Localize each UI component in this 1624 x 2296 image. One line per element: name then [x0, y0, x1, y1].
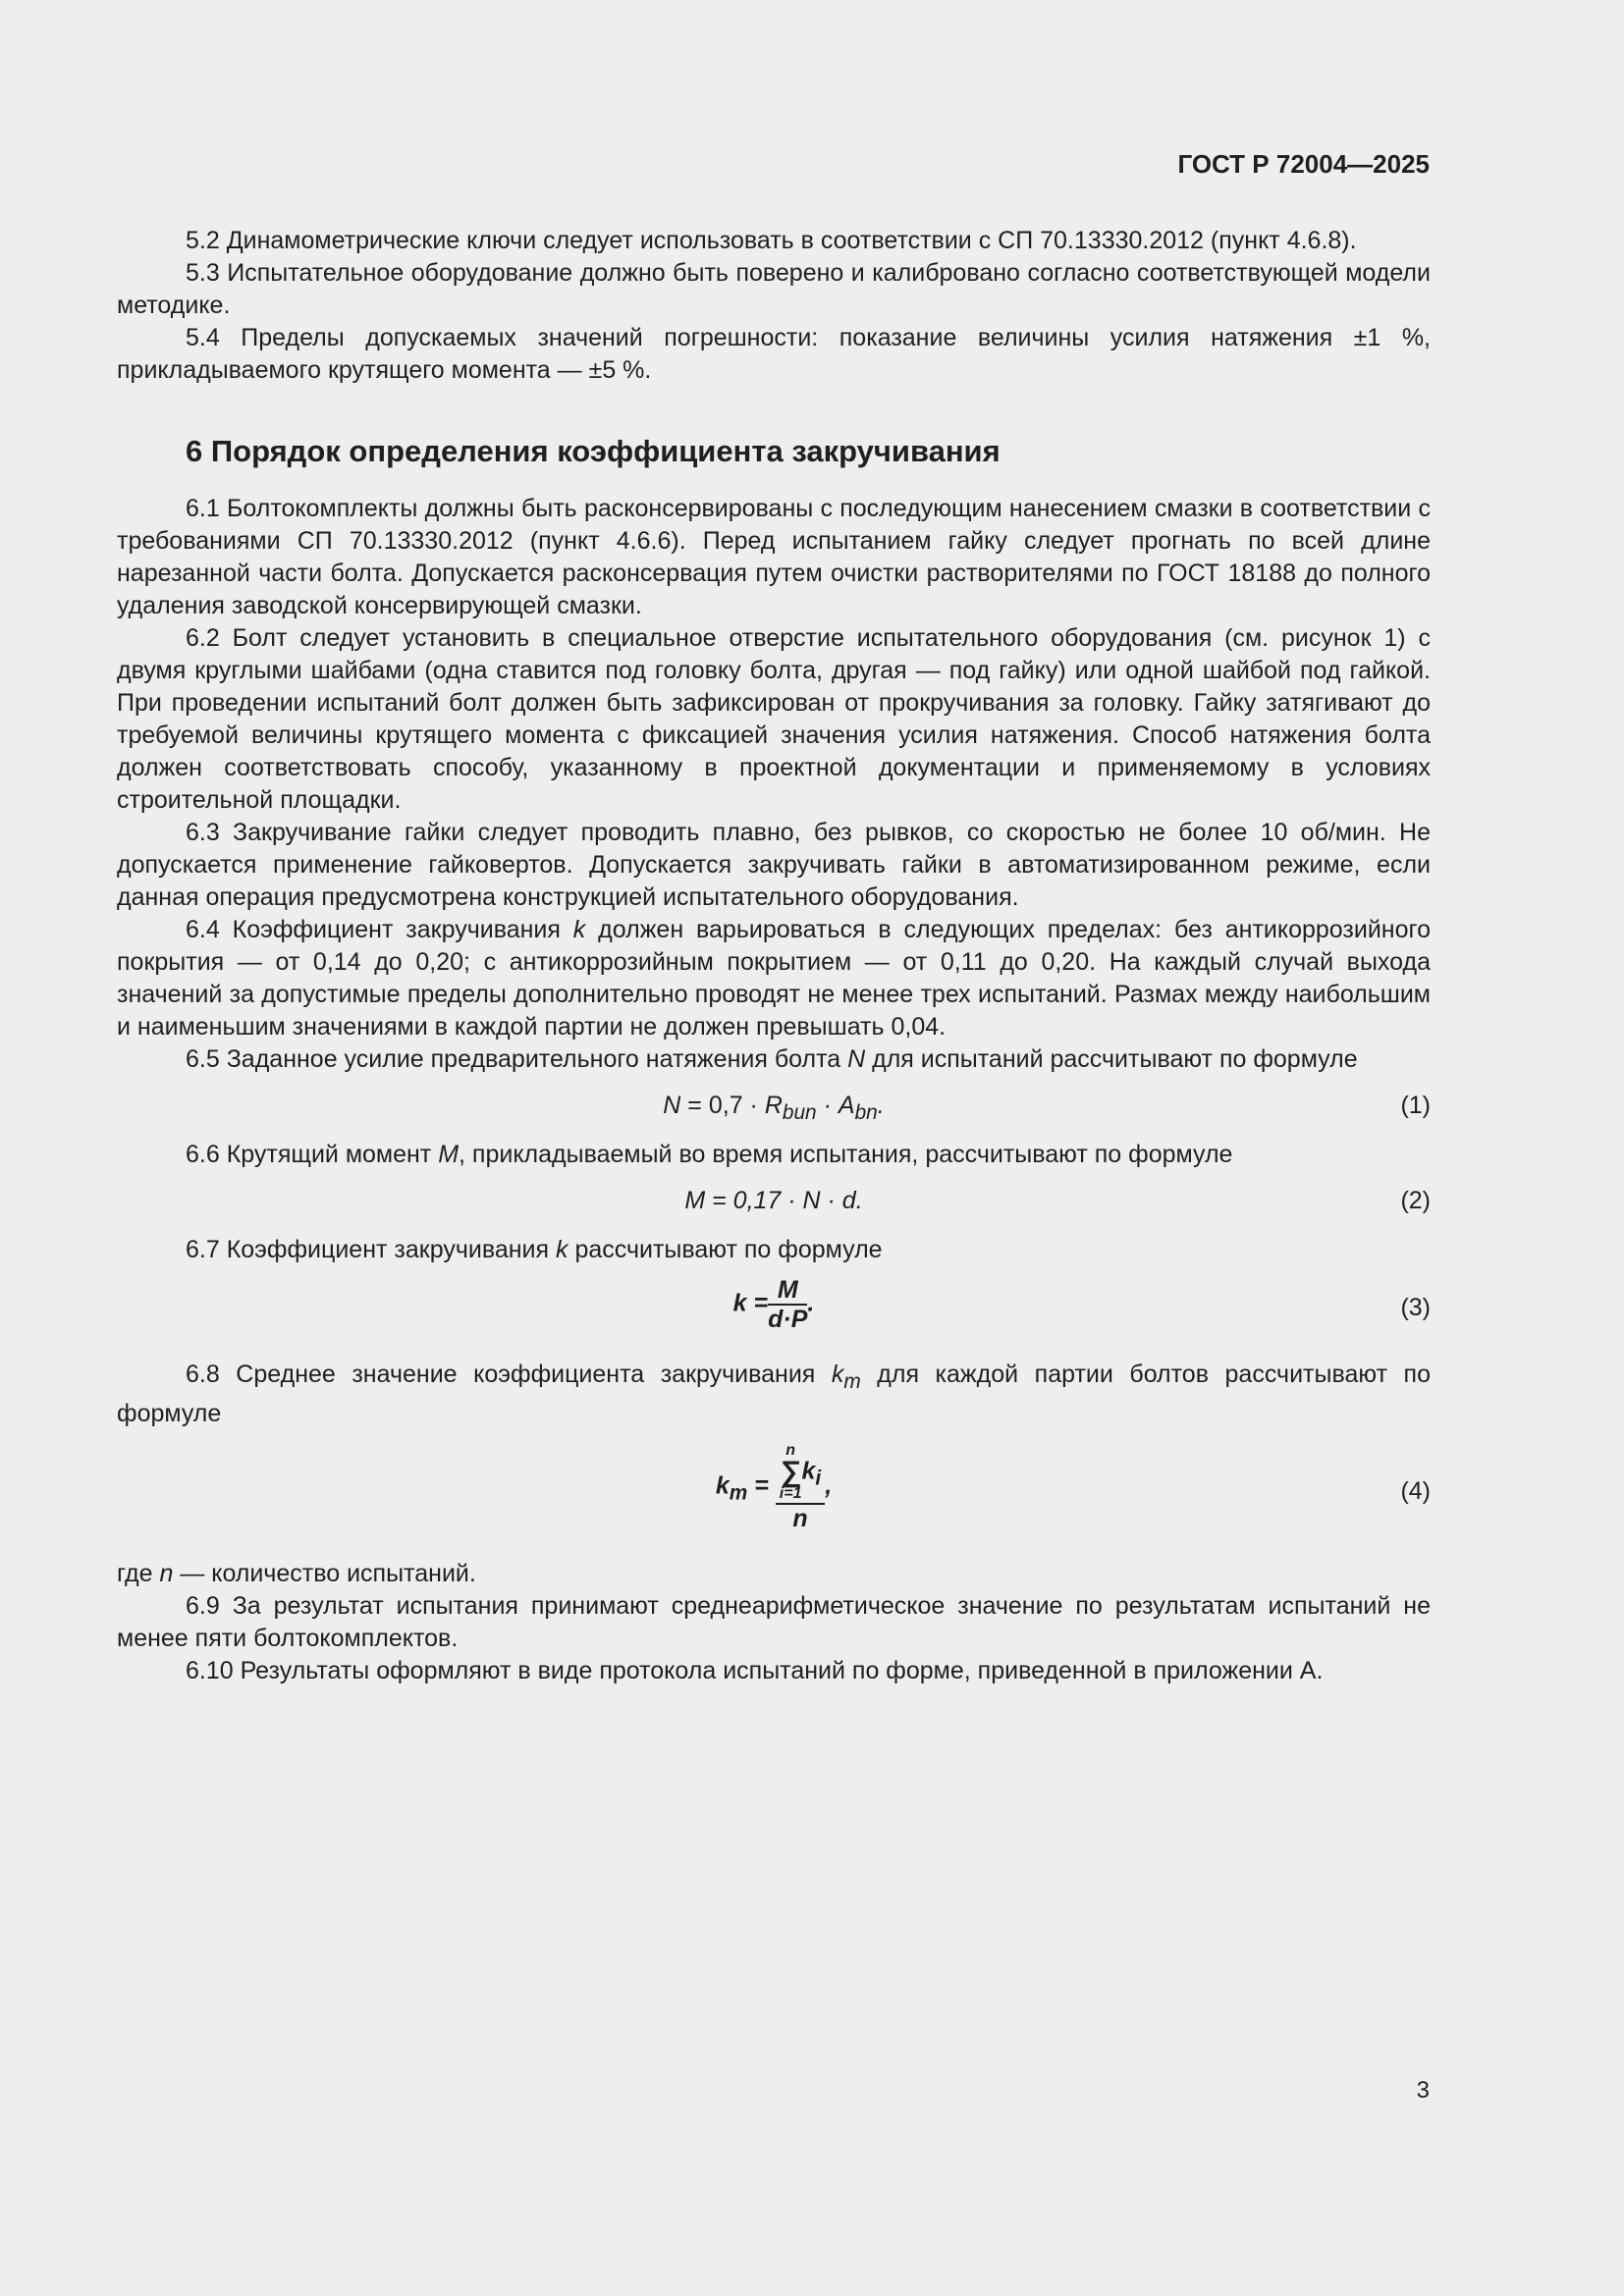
paragraph-6-7: 6.7 Коэффициент закручивания k рассчитывают по формуле [186, 1236, 883, 1263]
formula-3-number: (3) [1400, 1294, 1431, 1321]
paragraph-5-4: 5.4 Пределы допускаемых значений погрешности: показание величины усилия натяжения ±1 %, прикладываемого крутящего момента — ±5 %. [117, 324, 1431, 384]
paragraph-6-9: 6.9 За результат испытания принимают среднеарифметическое значение по результатам испытаний не менее пяти болтокомплектов. [117, 1592, 1431, 1652]
formula-2-number: (2) [1400, 1187, 1431, 1214]
paragraph-6-3: 6.3 Закручивание гайки следует проводить плавно, без рывков, со скоростью не более 10 об/мин. Не допускается применение гайковертов. Допускается закручивать гайки в автоматизированном режиме, если данная операция предусмотрена конструкцией испытательного оборудования. [117, 819, 1431, 911]
where-clause: где n — количество испытаний. [117, 1560, 476, 1587]
formula-3: k = $\frac{M}{d\cdot P}$ . (3) [732, 1276, 1431, 1333]
formula-1: $N = 0,7 \cdot R_{bun} \cdot A_{bn}$. (1) [663, 1092, 1431, 1124]
page-number: 3 [1416, 2077, 1430, 2104]
paragraph-6-6: 6.6 Крутящий момент M, прикладываемый во время испытания, рассчитывают по формуле [186, 1141, 1233, 1168]
formula-4-number: (4) [1400, 1477, 1431, 1505]
paragraph-6-1: 6.1 Болтокомплекты должны быть расконсервированы с последующим нанесением смазки в соответствии с требованиями СП 70.13330.2012 (пункт 4.6.6). Перед испытанием гайку следует прогнать по всей длине нарезанной части болта. Допускается расконсервация путем очистки растворителями по ГОСТ 18188 до полного удаления заводской консервирующей смазки. [117, 495, 1431, 619]
paragraph-5-2: 5.2 Динамометрические ключи следует использовать в соответствии с СП 70.13330.2012 (пункт 4.6.8). [186, 227, 1357, 254]
paragraph-6-5: 6.5 Заданное усилие предварительного натяжения болта N для испытаний рассчитывают по формуле [186, 1045, 1358, 1073]
document-code: ГОСТ Р 72004—2025 [1177, 149, 1430, 179]
paragraph-6-4: 6.4 Коэффициент закручивания k должен варьироваться в следующих пределах: без антикоррозийного покрытия — от 0,14 до 0,20; с антикоррозийным покрытием — от 0,11 до 0,20. На каждый случай выхода значений за допустимые пределы дополнительно проводят не менее трех испытаний. Размах между наибольшим и наименьшим значениями в каждой партии не должен превышать 0,04. [117, 916, 1431, 1041]
page-content [117, 225, 1431, 1687]
section-6-title: 6 Порядок определения коэффициента закручивания [186, 434, 1001, 468]
paragraph-6-8: 6.8 Среднее значение коэффициента закручивания $k_m$ для каждой партии болтов рассчитывают по формуле [117, 1361, 1432, 1427]
formula-2: M = 0,17 · N · d. (2) [117, 1175, 1431, 1228]
paragraph-6-2: 6.2 Болт следует установить в специальное отверстие испытательного оборудования (см. рисунок 1) с двумя круглыми шайбами (одна ставится под головку болта, другая — под гайку) или одной шайбой под гайкой. При проведении испытаний болт должен быть зафиксирован от прокручивания за головку. Гайку затягивают до требуемой величины крутящего момента с фиксацией значения усилия натяжения. Способ натяжения болта должен соответствовать способу, указанному в проектной документации и применяемому в условиях строительной площадки. [117, 624, 1431, 814]
paragraph-5-3: 5.3 Испытательное оборудование должно быть поверено и калибровано согласно соответствующей модели методике. [117, 259, 1431, 319]
formula-1-number: (1) [1400, 1092, 1431, 1119]
formula-4: $k_m$ = n ∑ i=1 $k_i$ n , (4) [715, 1442, 1431, 1532]
paragraph-6-10: 6.10 Результаты оформляют в виде протокола испытаний по форме, приведенной в приложении А. [186, 1657, 1324, 1684]
